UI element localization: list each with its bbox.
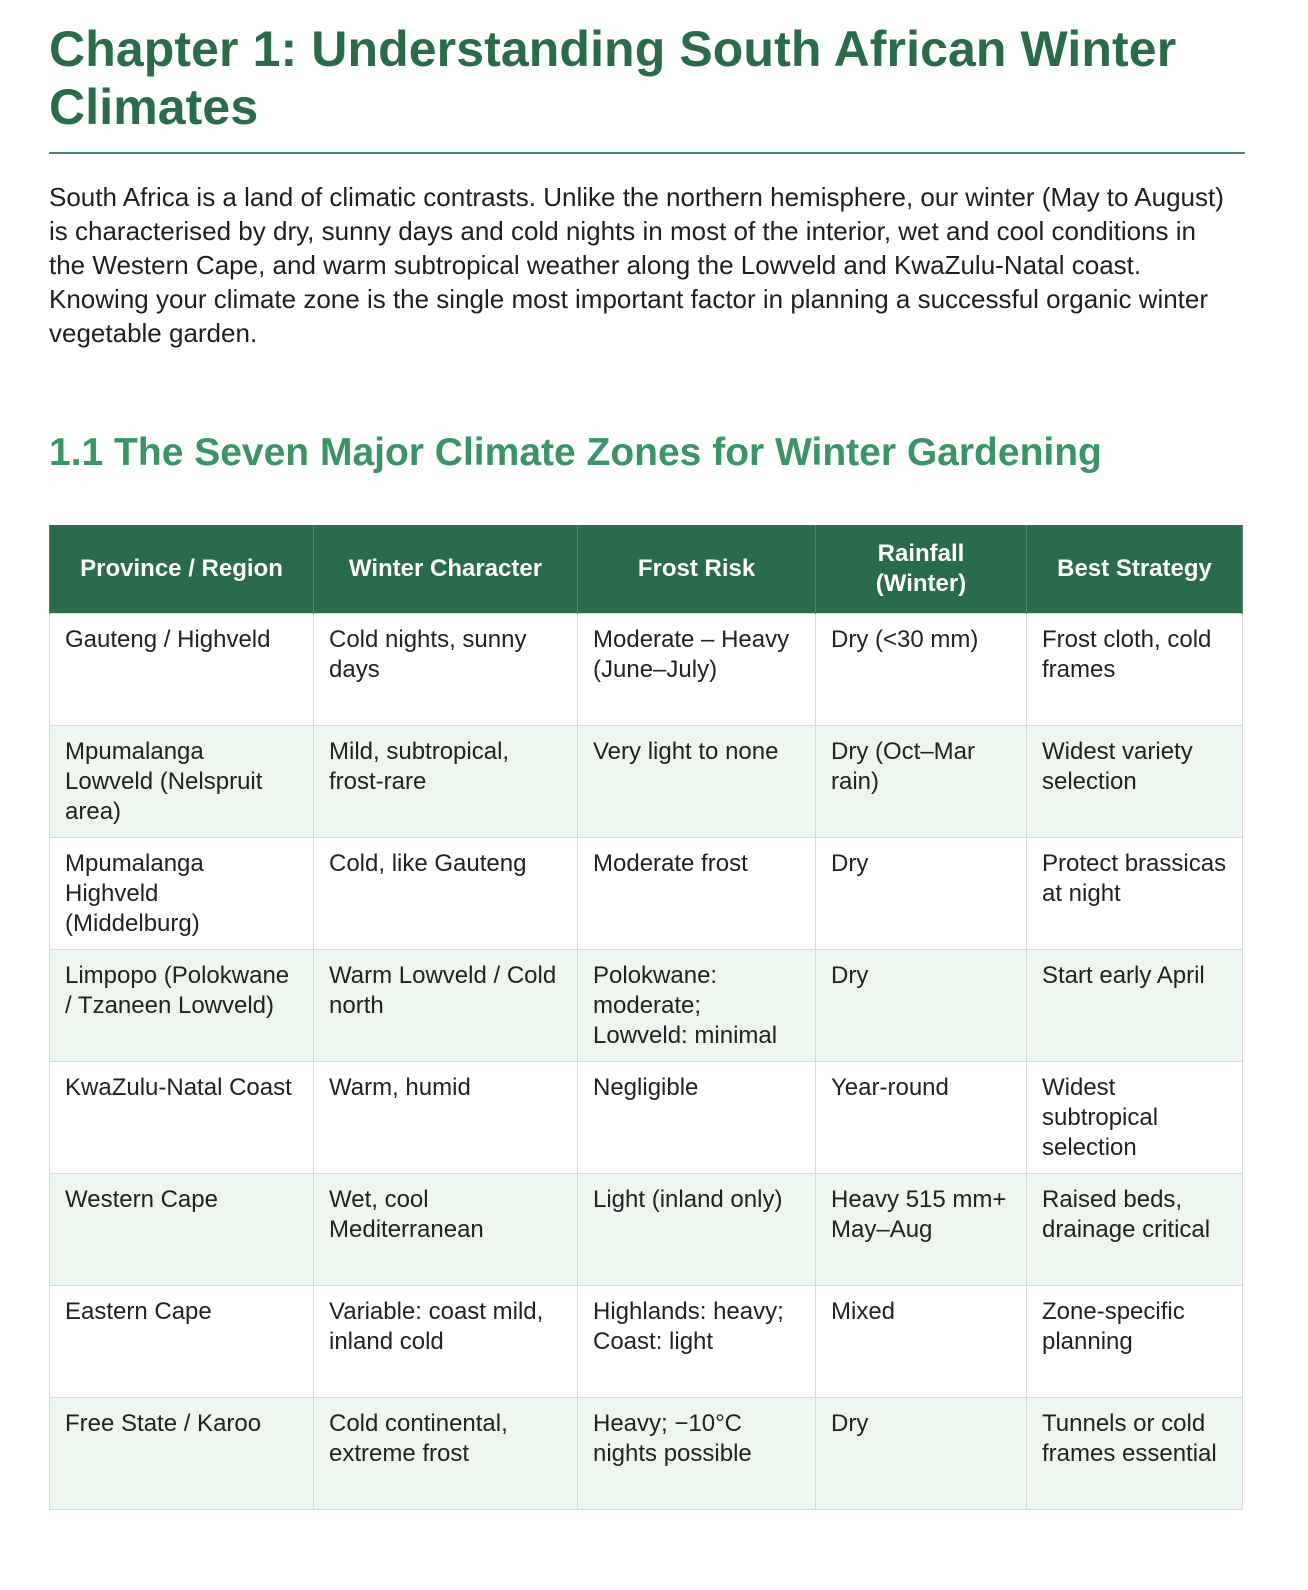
table-cell: Mild, subtropical, frost-rare — [314, 726, 578, 838]
table-cell: KwaZulu-Natal Coast — [50, 1062, 314, 1174]
table-cell: Protect brassicas at night — [1027, 838, 1243, 950]
table-cell: Heavy; −10°C nights possible — [578, 1398, 816, 1510]
table-cell: Free State / Karoo — [50, 1398, 314, 1510]
table-cell: Mpumalanga Lowveld (Nelspruit area) — [50, 726, 314, 838]
table-cell: Cold, like Gauteng — [314, 838, 578, 950]
table-row — [50, 1062, 1243, 1174]
table-cell: Wet, cool Mediterranean — [314, 1174, 578, 1286]
table-cell: Cold continental, extreme frost — [314, 1398, 578, 1510]
table-cell: Moderate – Heavy (June–July) — [578, 614, 816, 726]
table-cell: Western Cape — [50, 1174, 314, 1286]
table-cell: Raised beds, drainage critical — [1027, 1174, 1243, 1286]
table-cell: Warm, humid — [314, 1062, 578, 1174]
table-cell: Polokwane: moderate; Lowveld: minimal — [578, 950, 816, 1062]
table-row — [50, 950, 1243, 1062]
column-header: Rainfall (Winter) — [816, 525, 1027, 614]
table-cell: Cold nights, sunny days — [314, 614, 578, 726]
table-cell: Eastern Cape — [50, 1286, 314, 1398]
section-title: 1.1 The Seven Major Climate Zones for Winter Gardening — [49, 431, 1102, 474]
table-row — [50, 1286, 1243, 1398]
table-cell: Dry (<30 mm) — [816, 614, 1027, 726]
table-cell: Widest variety selection — [1027, 726, 1243, 838]
table-cell: Variable: coast mild, inland cold — [314, 1286, 578, 1398]
table-cell: Moderate frost — [578, 838, 816, 950]
table-cell: Zone-specific planning — [1027, 1286, 1243, 1398]
table-header-row — [50, 525, 1243, 614]
table-cell: Dry (Oct–Mar rain) — [816, 726, 1027, 838]
table-cell: Highlands: heavy; Coast: light — [578, 1286, 816, 1398]
table-cell: Very light to none — [578, 726, 816, 838]
table-cell: Dry — [816, 950, 1027, 1062]
document-page — [49, 0, 1245, 1467]
table-cell: Start early April — [1027, 950, 1243, 1062]
table-cell: Heavy 515 mm+ May–Aug — [816, 1174, 1027, 1286]
table-cell: Limpopo (Polokwane / Tzaneen Lowveld) — [50, 950, 314, 1062]
climate-zones-table — [49, 525, 1243, 1510]
table-cell: Negligible — [578, 1062, 816, 1174]
table-cell: Frost cloth, cold frames — [1027, 614, 1243, 726]
table-cell: Gauteng / Highveld — [50, 614, 314, 726]
column-header: Province / Region — [50, 525, 314, 614]
column-header: Frost Risk — [578, 525, 816, 614]
table-row — [50, 1174, 1243, 1286]
column-header: Best Strategy — [1027, 525, 1243, 614]
table-cell: Mpumalanga Highveld (Middelburg) — [50, 838, 314, 950]
title-divider — [49, 152, 1245, 154]
table-cell: Dry — [816, 1398, 1027, 1510]
table-row — [50, 726, 1243, 838]
table-row — [50, 838, 1243, 950]
chapter-title: Chapter 1: Understanding South African Winter Climates — [49, 21, 1177, 135]
column-header: Winter Character — [314, 525, 578, 614]
table-row — [50, 1398, 1243, 1510]
table-cell: Year-round — [816, 1062, 1027, 1174]
table-cell: Dry — [816, 838, 1027, 950]
table-cell: Tunnels or cold frames essential — [1027, 1398, 1243, 1510]
table-cell: Widest subtropical selection — [1027, 1062, 1243, 1174]
table-cell: Light (inland only) — [578, 1174, 816, 1286]
table-row — [50, 614, 1243, 726]
table-cell: Warm Lowveld / Cold north — [314, 950, 578, 1062]
table-cell: Mixed — [816, 1286, 1027, 1398]
intro-paragraph: South Africa is a land of climatic contrasts. Unlike the northern hemisphere, our winter (May to August) is characterised by dry, sunny days and cold nights in most of the interior, wet and cool conditions in the Western Cape, and warm subtropical weather along the Lowveld and KwaZulu-Natal coast. Knowing your climate zone is the single most important factor in planning a successful organic winter vegetable garden. — [49, 182, 1224, 348]
